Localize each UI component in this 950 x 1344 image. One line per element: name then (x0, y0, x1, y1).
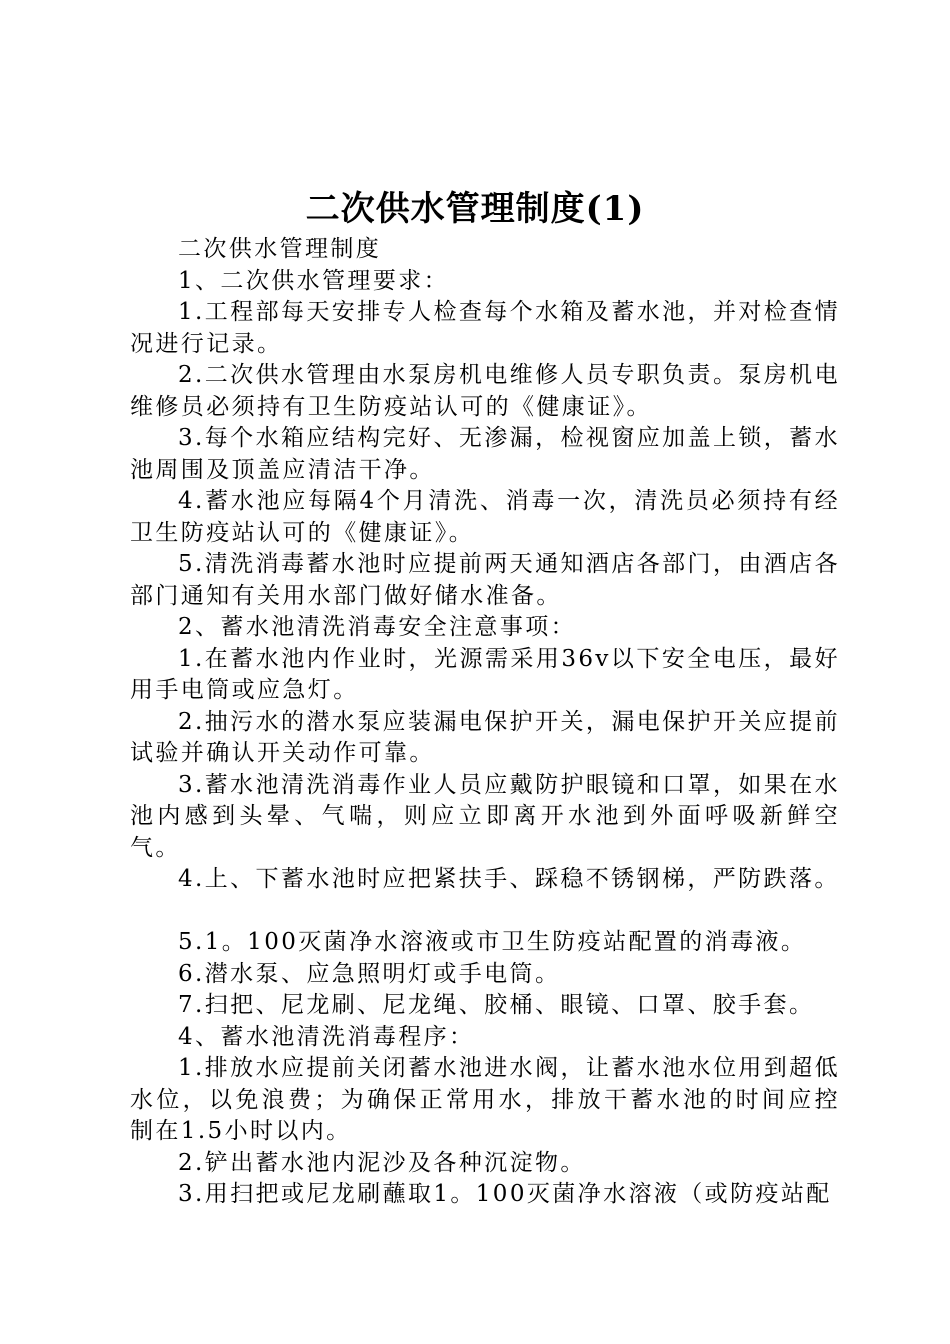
paragraph: 6.潜水泵、应急照明灯或手电筒。 (178, 960, 561, 987)
paragraph: 7.扫把、尼龙刷、尼龙绳、胶桶、眼镜、口罩、胶手套。 (178, 992, 815, 1018)
paragraph: 2.抽污水的潜水泵应装漏电保护开关，漏电保护开关应提前试验并确认开关动作可靠。 (130, 708, 840, 766)
paragraph: 1.在蓄水池内作业时，光源需采用36v以下安全电压，最好用手电筒或应急灯。 (130, 645, 840, 703)
paragraph: 二次供水管理制度 (178, 236, 382, 262)
paragraph: 5.1。100灭菌净水溶液或市卫生防疫站配置的消毒液。 (178, 929, 807, 955)
paragraph: 3.用扫把或尼龙刷蘸取1。100灭菌净水溶液（或防疫站配 (178, 1181, 832, 1207)
section-heading: 2、蓄水池清洗消毒安全注意事项： (178, 614, 577, 640)
paragraph: 4.上、下蓄水池时应把紧扶手、踩稳不锈钢梯，严防跌落。 (178, 866, 840, 892)
document-title: 二次供水管理制度(1) (305, 189, 645, 229)
paragraph: 2.二次供水管理由水泵房机电维修人员专职负责。泵房机电维修员必须持有卫生防疫站认可的《健康证》。 (130, 362, 840, 420)
paragraph: 3.蓄水池清洗消毒作业人员应戴防护眼镜和口罩，如果在水池内感到头晕、气喘，则应立即离开水池到外面呼吸新鲜空气。 (130, 771, 840, 861)
paragraph: 1.工程部每天安排专人检查每个水箱及蓄水池，并对检查情况进行记录。 (130, 299, 840, 357)
paragraph: 3.每个水箱应结构完好、无渗漏，检视窗应加盖上锁，蓄水池周围及顶盖应清洁干净。 (130, 425, 840, 483)
paragraph: 5.清洗消毒蓄水池时应提前两天通知酒店各部门，由酒店各部门通知有关用水部门做好储水准备。 (130, 551, 840, 609)
document-body (130, 234, 840, 1211)
blank-line (130, 896, 840, 928)
paragraph: 4.蓄水池应每隔4个月清洗、消毒一次，清洗员必须持有经卫生防疫站认可的《健康证》。 (130, 488, 840, 546)
section-heading: 4、蓄水池清洗消毒程序： (178, 1023, 475, 1050)
paragraph: 1.排放水应提前关闭蓄水池进水阀，让蓄水池水位用到超低水位，以免浪费；为确保正常用水，排放干蓄水池的时间应控制在1.5小时以内。 (130, 1055, 840, 1144)
paragraph: 2.铲出蓄水池内泥沙及各种沉淀物。 (178, 1149, 586, 1176)
section-heading: 1、二次供水管理要求： (178, 267, 450, 294)
